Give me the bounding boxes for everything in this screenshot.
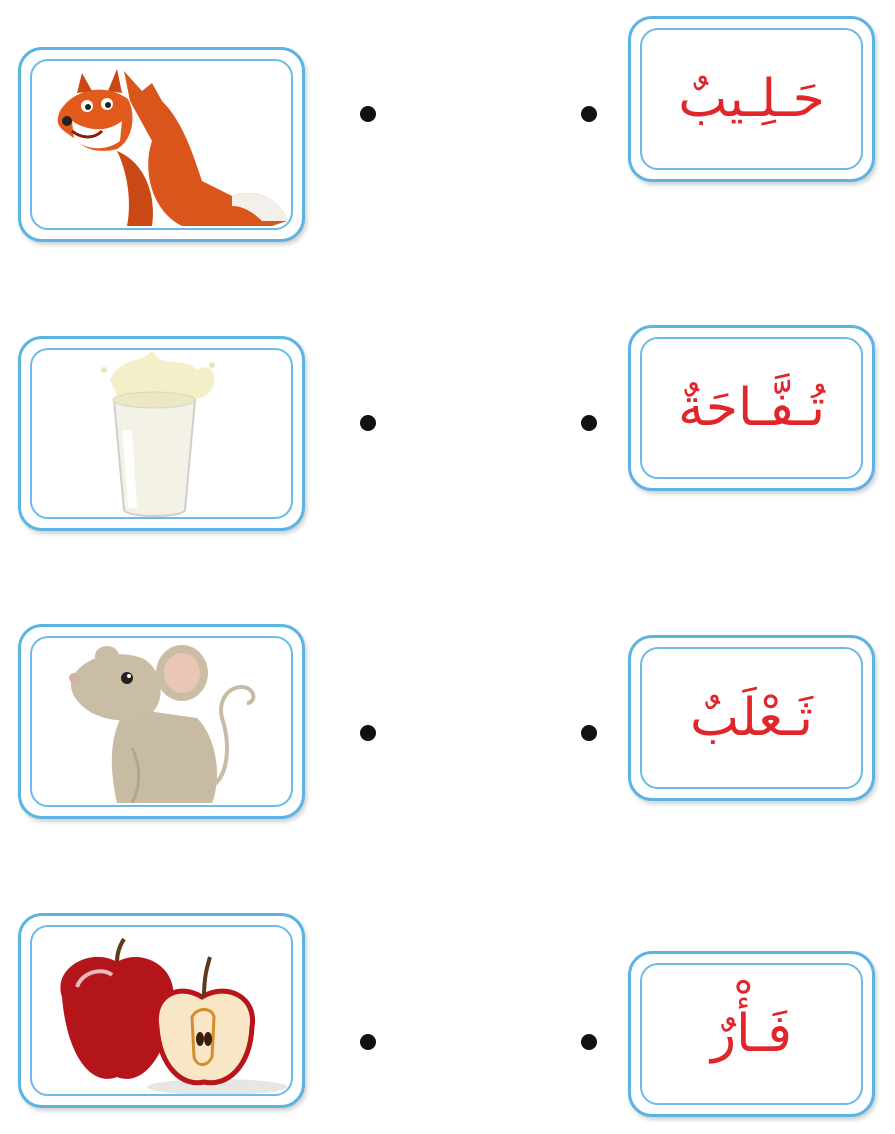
word-card-4[interactable] xyxy=(628,951,875,1117)
match-dot-picture-2[interactable] xyxy=(360,415,376,431)
match-dot-word-2[interactable] xyxy=(581,415,597,431)
word-label: حَـلِـيبٌ xyxy=(678,69,825,129)
match-dot-word-1[interactable] xyxy=(581,106,597,122)
picture-card-fox[interactable] xyxy=(18,47,305,242)
match-dot-picture-4[interactable] xyxy=(360,1034,376,1050)
match-dot-picture-3[interactable] xyxy=(360,725,376,741)
picture-card-apple[interactable] xyxy=(18,913,305,1108)
match-dot-picture-1[interactable] xyxy=(360,106,376,122)
picture-card-milk[interactable] xyxy=(18,336,305,531)
mouse-picture xyxy=(32,638,292,807)
word-label: ثَـعْلَبٌ xyxy=(689,688,814,748)
apple-picture xyxy=(32,927,292,1096)
match-dot-word-3[interactable] xyxy=(581,725,597,741)
fox-picture xyxy=(32,61,292,230)
milk-glass-picture xyxy=(32,350,292,519)
word-card-3[interactable] xyxy=(628,635,875,801)
match-dot-word-4[interactable] xyxy=(581,1034,597,1050)
word-card-1[interactable] xyxy=(628,16,875,182)
word-card-2[interactable] xyxy=(628,325,875,491)
word-label: تُـفَّـاحَةٌ xyxy=(677,378,826,438)
picture-card-mouse[interactable] xyxy=(18,624,305,819)
word-label: فَـأْرٌ xyxy=(710,1004,793,1064)
